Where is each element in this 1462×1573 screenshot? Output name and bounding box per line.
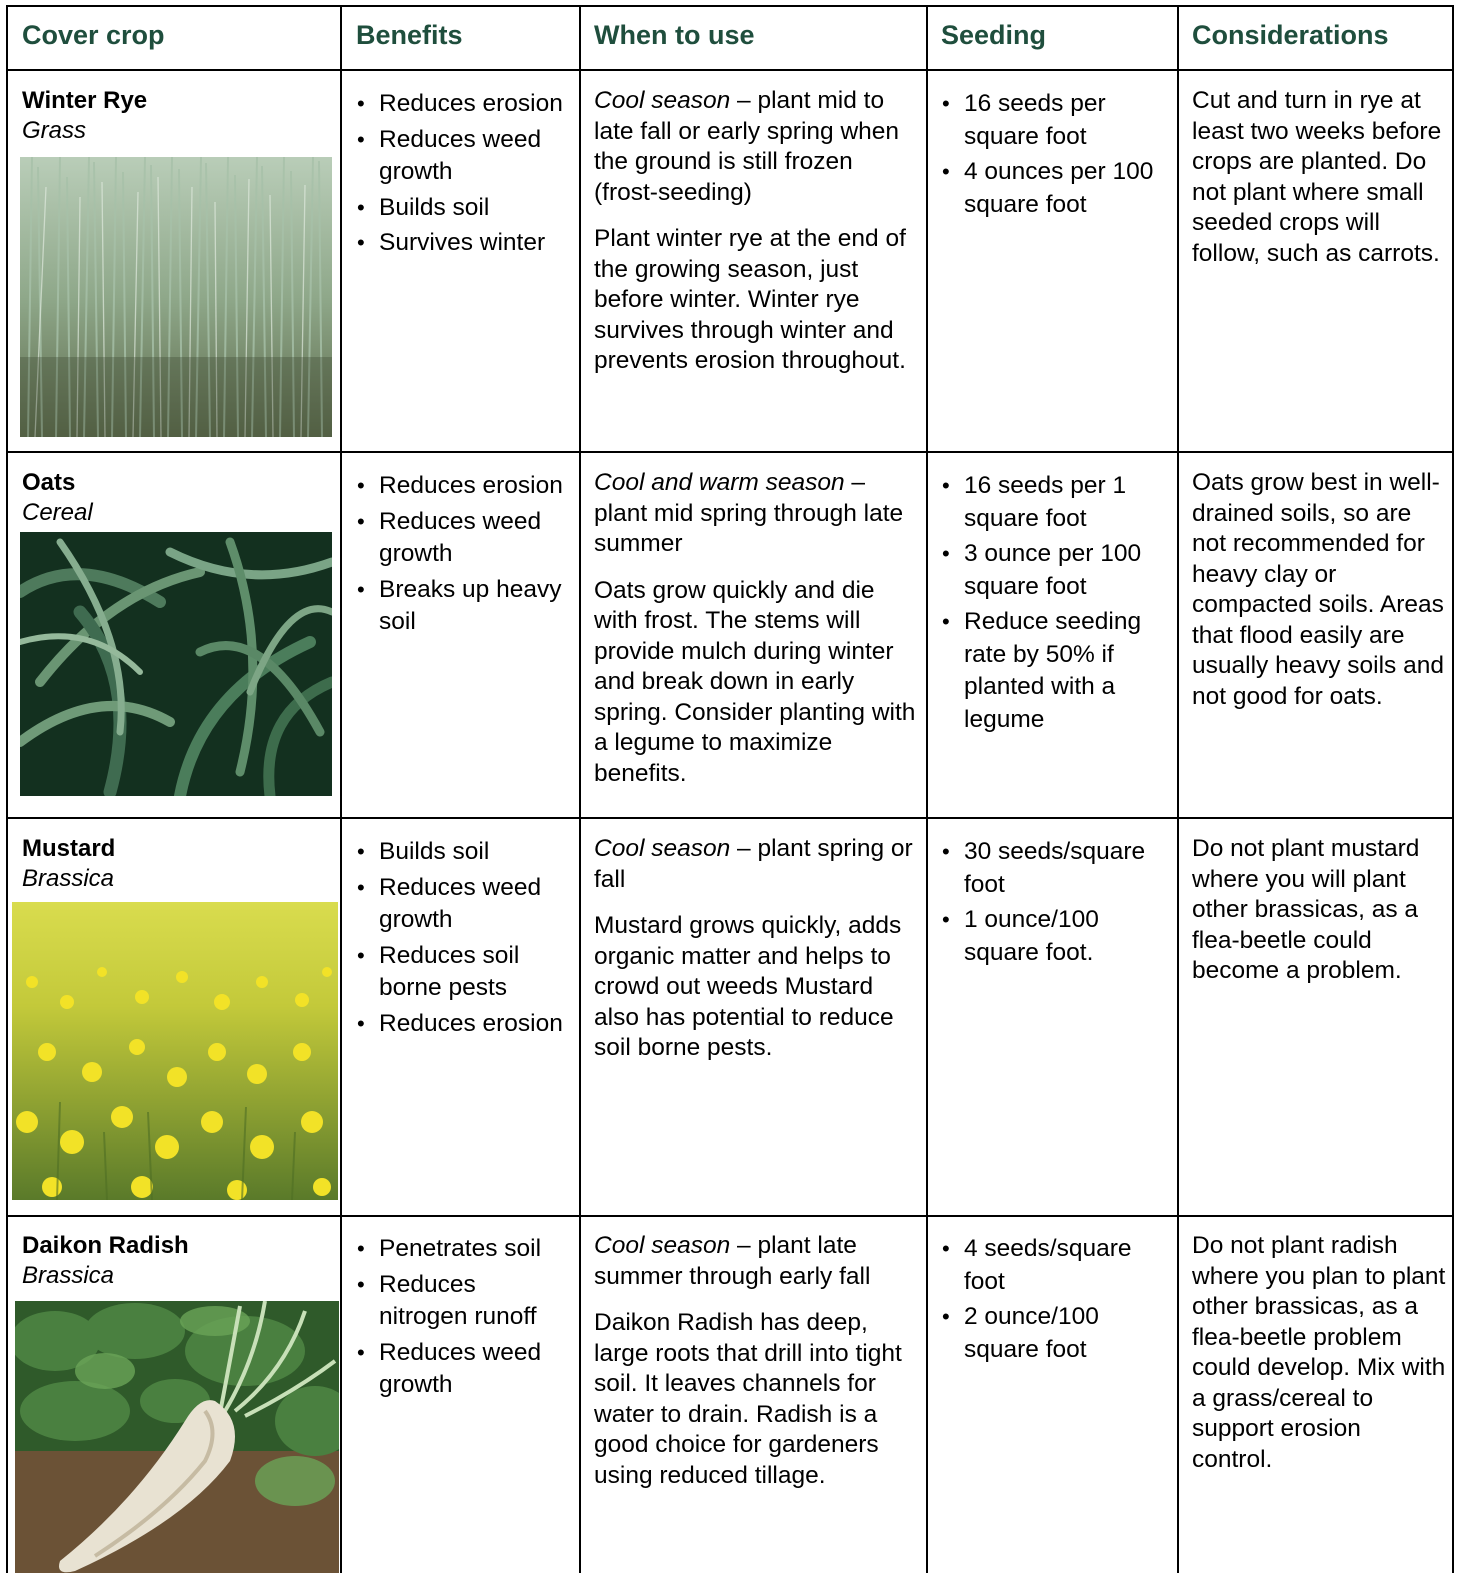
list-item: • Builds soil (379, 836, 571, 869)
season-detail: – plant late summer through early fall (594, 1232, 871, 1290)
season-label: Cool season (594, 1232, 731, 1259)
list-item: • Reduce seeding rate by 50% if planted with a legume (964, 606, 1166, 736)
season-detail: – plant mid to late fall or early spring when the ground is still frozen (frost-seeding) (594, 87, 900, 206)
season-text (594, 1231, 919, 1292)
season-detail: – plant spring or fall (594, 835, 913, 893)
column-divider (579, 5, 581, 1573)
season-detail: – plant mid spring through late summer (594, 469, 904, 557)
when-detail: Daikon Radish has deep, large roots that drill into tight soil. It leaves channels for water to drain. Radish is a good choice for gardeners using reduced tillage. (594, 1309, 902, 1489)
winter-rye-photo (20, 157, 332, 437)
table-border (6, 5, 8, 1573)
considerations-text: Do not plant mustard where you will plant other brassicas, as a flea-beetle could become a problem. (1192, 835, 1420, 984)
oats-photo (20, 532, 332, 796)
list-item: • Reduces erosion (379, 470, 571, 503)
list-item: • 4 ounces per 100 square foot (964, 156, 1166, 221)
season-text (594, 468, 919, 560)
header-seeding: Seeding (941, 20, 1047, 50)
considerations-text: Do not plant radish where you plan to plant other brassicas, as a flea-beetle problem could develop. Mix with a grass/cereal to support erosion control. (1192, 1232, 1446, 1473)
seeding-list (941, 88, 1166, 221)
season-label: Cool season (594, 835, 731, 862)
crop-name: Daikon Radish (22, 1232, 189, 1259)
column-divider (1177, 5, 1179, 1573)
list-item: • Builds soil (379, 192, 571, 225)
list-item: • Breaks up heavy soil (379, 574, 571, 639)
list-item: • Survives winter (379, 227, 571, 260)
when-detail: Plant winter rye at the end of the growing season, just before winter. Winter rye survives through winter and prevents erosion throughout. (594, 225, 906, 374)
considerations-text: Cut and turn in rye at least two weeks before crops are planted. Do not plant where small seeded crops will follow, such as carrots. (1192, 87, 1442, 267)
when-detail: Mustard grows quickly, adds organic matter and helps to crowd out weeds Mustard also has potential to reduce soil borne pests. (594, 912, 902, 1061)
considerations-text: Oats grow best in well-drained soils, so are not recommended for heavy clay or compacted soils. Areas that flood easily are usually heavy soils and not good for oats. (1192, 469, 1444, 710)
list-item: • 16 seeds per square foot (964, 88, 1166, 153)
when-detail: Oats grow quickly and die with frost. The stems will provide mulch during winter and break down in early spring. Consider planting with a legume to maximize benefits. (594, 576, 916, 787)
row-divider (7, 451, 1454, 453)
season-label: Cool and warm season (594, 469, 845, 496)
list-item: • Reduces erosion (379, 1008, 571, 1041)
daikon-radish-photo (15, 1301, 339, 1573)
list-item: • 1 ounce/100 square foot. (964, 904, 1166, 969)
benefits-list (356, 836, 571, 1040)
column-divider (340, 5, 342, 1573)
list-item: • Reduces weed growth (379, 506, 571, 571)
list-item: • 16 seeds per 1 square foot (964, 470, 1166, 535)
crop-name: Mustard (22, 835, 116, 862)
seeding-list (941, 470, 1166, 736)
list-item: • Reduces weed growth (379, 124, 571, 189)
header-cover-crop: Cover crop (22, 20, 165, 50)
row-divider (7, 817, 1454, 819)
list-item: • 30 seeds/square foot (964, 836, 1166, 901)
list-item: • Reduces weed growth (379, 872, 571, 937)
seeding-list (941, 1233, 1166, 1366)
benefits-list (356, 470, 571, 639)
list-item: • Reduces nitrogen runoff (379, 1269, 571, 1334)
crop-category: Cereal (22, 499, 93, 526)
list-item: • Reduces erosion (379, 88, 571, 121)
season-text (594, 86, 919, 208)
row-divider (7, 1215, 1454, 1217)
list-item: • 3 ounce per 100 square foot (964, 538, 1166, 603)
header-benefits: Benefits (356, 20, 463, 50)
row-divider (7, 69, 1454, 71)
crop-category: Grass (22, 117, 87, 144)
list-item: • Penetrates soil (379, 1233, 571, 1266)
benefits-list (356, 1233, 571, 1402)
mustard-photo (12, 902, 338, 1200)
crop-name: Winter Rye (22, 87, 148, 114)
crop-category: Brassica (22, 1262, 115, 1289)
list-item: • Reduces soil borne pests (379, 940, 571, 1005)
header-considerations: Considerations (1192, 20, 1389, 50)
table-border (1452, 5, 1454, 1573)
list-item: • 2 ounce/100 square foot (964, 1301, 1166, 1366)
crop-name: Oats (22, 469, 76, 496)
benefits-list (356, 88, 571, 260)
column-divider (926, 5, 928, 1573)
seeding-list (941, 836, 1166, 969)
season-label: Cool season (594, 87, 731, 114)
header-when-to-use: When to use (594, 20, 755, 50)
season-text (594, 834, 919, 895)
list-item: • 4 seeds/square foot (964, 1233, 1166, 1298)
crop-category: Brassica (22, 865, 115, 892)
list-item: • Reduces weed growth (379, 1337, 571, 1402)
table-border (7, 5, 1454, 7)
